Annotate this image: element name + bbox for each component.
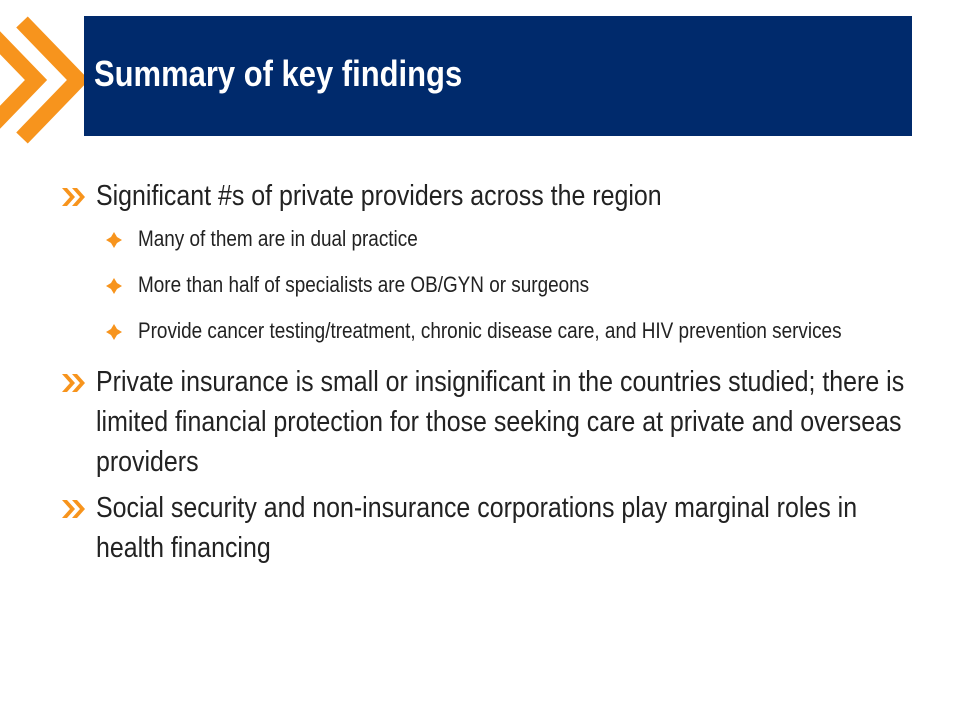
title-bar [84, 16, 912, 136]
bullet-text: Social security and non-insurance corporations play marginal roles in health financing [96, 492, 858, 564]
sub-bullet-item [62, 222, 932, 256]
sub-bullet-item [62, 268, 932, 302]
bullet-list [62, 176, 932, 574]
double-chevron-icon [62, 374, 86, 392]
slide-title: Summary of key findings [94, 53, 463, 94]
bullet-text: Private insurance is small or insignificant in the countries studied; there is limited financial protection for those seeking care at private and overseas providers [96, 366, 905, 478]
double-chevron-icon [62, 188, 86, 206]
chevron-decoration-icon [0, 0, 90, 160]
bullet-text: Significant #s of private providers across the region [96, 180, 662, 212]
diamond-icon [106, 278, 122, 294]
double-chevron-icon [62, 500, 86, 518]
bullet-item [62, 488, 932, 568]
sub-bullet-item [62, 314, 932, 348]
diamond-icon [106, 324, 122, 340]
sub-bullet-text: Provide cancer testing/treatment, chronic disease care, and HIV prevention services [138, 318, 842, 343]
bullet-item [62, 176, 932, 216]
sub-bullet-text: More than half of specialists are OB/GYN or surgeons [138, 272, 590, 297]
bullet-item [62, 362, 932, 482]
sub-bullet-text: Many of them are in dual practice [138, 226, 418, 251]
diamond-icon [106, 232, 122, 248]
